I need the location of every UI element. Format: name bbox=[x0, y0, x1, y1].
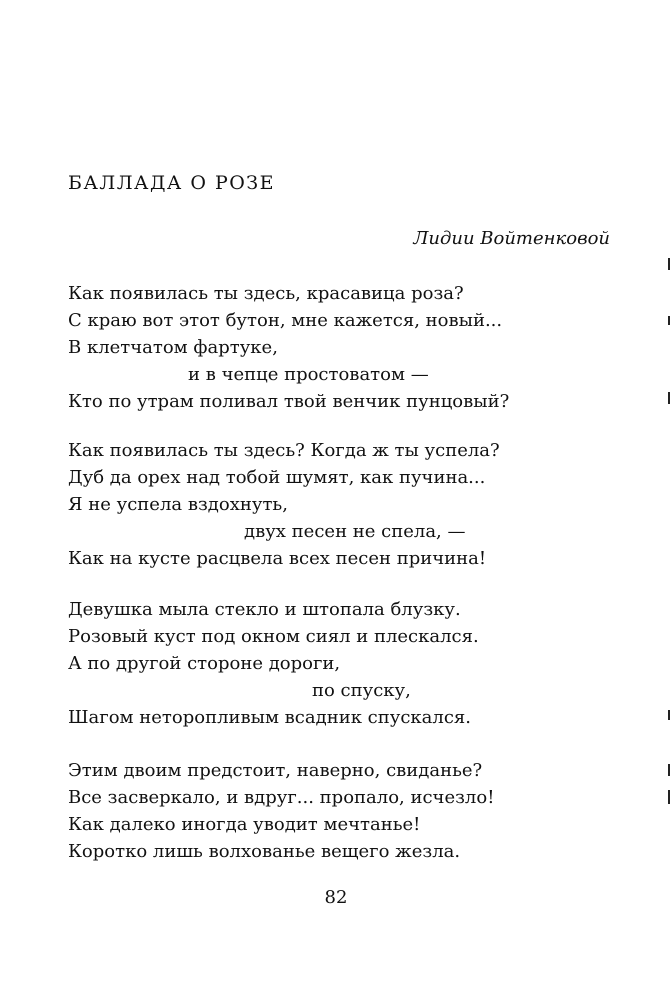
edge-mark bbox=[668, 710, 670, 720]
poem-line: Дуб да орех над тобой шумят, как пучина... bbox=[68, 467, 486, 488]
poem-line: Кто по утрам поливал твой венчик пунцовый? bbox=[68, 391, 510, 412]
poem-line: С краю вот этот бутон, мне кажется, новый... bbox=[68, 310, 503, 331]
poem-line: Шагом неторопливым всадник спускался. bbox=[68, 707, 471, 728]
stanza-2 bbox=[68, 437, 628, 572]
edge-mark bbox=[668, 392, 670, 404]
poem-line: Как на кусте расцвела всех песен причина! bbox=[68, 548, 487, 569]
poem-line-indented: и в чепце простоватом — bbox=[188, 364, 429, 385]
poem-line: Как далеко иногда уводит мечтанье! bbox=[68, 814, 421, 835]
poem-line: Как появилась ты здесь, красавица роза? bbox=[68, 283, 464, 304]
poem-line: Как появилась ты здесь? Когда ж ты успела? bbox=[68, 440, 500, 461]
poem-line: Я не успела вздохнуть, bbox=[68, 494, 288, 515]
stanza-4 bbox=[68, 757, 628, 865]
poem-line: Девушка мыла стекло и штопала блузку. bbox=[68, 599, 461, 620]
edge-mark bbox=[668, 258, 670, 270]
poem-line: А по другой стороне дороги, bbox=[68, 653, 341, 674]
poem-line: Все засверкало, и вдруг... пропало, исчезло! bbox=[68, 787, 495, 808]
poem-line: Коротко лишь волхованье вещего жезла. bbox=[68, 841, 461, 862]
page-number: 82 bbox=[324, 887, 348, 908]
poem-line: Розовый куст под окном сиял и плескался. bbox=[68, 626, 479, 647]
edge-mark bbox=[668, 790, 670, 804]
poem-line: В клетчатом фартуке, bbox=[68, 337, 278, 358]
poem-title: БАЛЛАДА О РОЗЕ bbox=[68, 172, 276, 194]
poem-line-indented: по спуску, bbox=[312, 680, 411, 701]
poem-dedication: Лидии Войтенковой bbox=[413, 228, 610, 249]
stanza-3 bbox=[68, 596, 628, 731]
edge-mark bbox=[668, 764, 670, 776]
edge-mark bbox=[668, 316, 670, 325]
stanza-1 bbox=[68, 280, 628, 415]
poem-line-indented: двух песен не спела, — bbox=[244, 521, 466, 542]
poem-line: Этим двоим предстоит, наверно, свиданье? bbox=[68, 760, 483, 781]
